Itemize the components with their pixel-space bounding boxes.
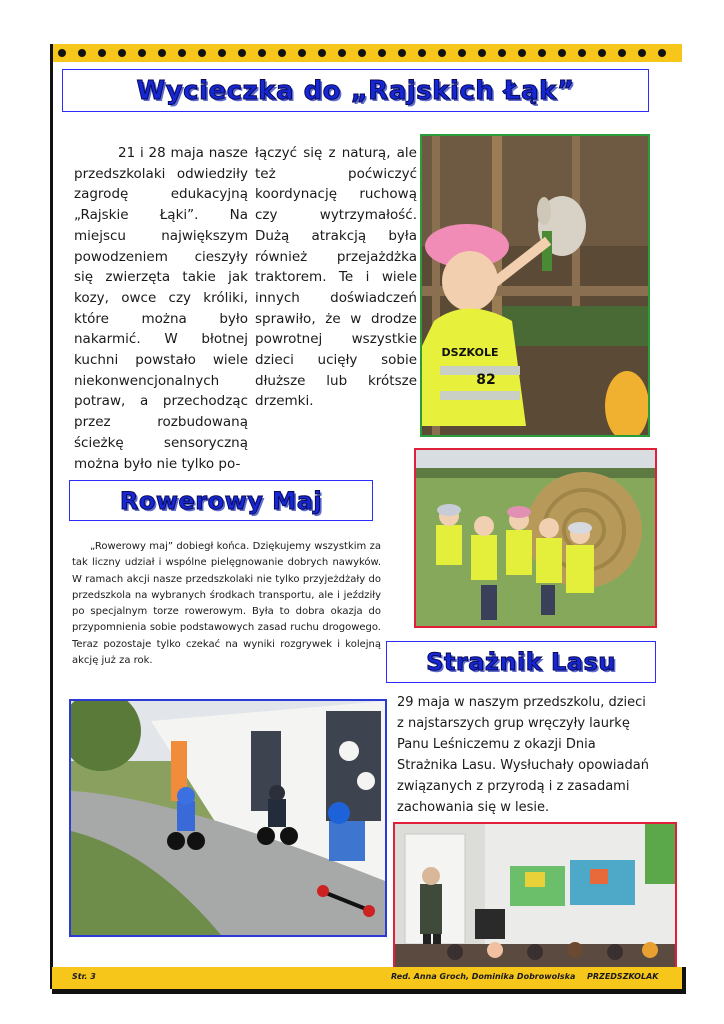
article-rajskie-text1: 21 i 28 maja nasze przedszkolaki odwiedziły zagrodę edukacyjną „Rajskie Łąki”. Na miejscu największym powodzeniem cieszyły się zwierzęta takie jak kozy, owce czy króliki, które można było nakarmić. W błotnej kuchni powstało wiele niekonwencjonalnych potraw, a przechodząc przez rozbudowaną ścieżkę sensoryczną można było nie tylko po- bbox=[74, 145, 248, 472]
band-dot bbox=[658, 49, 666, 57]
band-dot bbox=[358, 49, 366, 57]
bikes-image bbox=[71, 701, 385, 935]
title-box-rowerowy bbox=[69, 480, 373, 521]
band-dot bbox=[318, 49, 326, 57]
article-title-rajskie: Wycieczka do „Rajskich Łąk” bbox=[136, 75, 575, 106]
hay-bale-image bbox=[416, 450, 655, 626]
article-title-rowerowy: Rowerowy Maj bbox=[119, 486, 323, 515]
top-dotted-band bbox=[52, 44, 682, 62]
band-dot bbox=[478, 49, 486, 57]
band-dot bbox=[178, 49, 186, 57]
band-dot bbox=[538, 49, 546, 57]
band-dot bbox=[618, 49, 626, 57]
footer-page-number: Str. 3 bbox=[72, 972, 96, 981]
band-dot bbox=[398, 49, 406, 57]
footer-magazine: PRZEDSZKOLAK bbox=[587, 972, 659, 981]
photo-hay-bale bbox=[414, 448, 657, 628]
band-dot bbox=[78, 49, 86, 57]
band-dot bbox=[518, 49, 526, 57]
footer-editors: Red. Anna Groch, Dominika Dobrowolska bbox=[391, 972, 576, 981]
band-dot bbox=[138, 49, 146, 57]
photo-forester bbox=[393, 822, 677, 972]
left-margin-rule bbox=[50, 44, 53, 989]
article-rajskie-col2 bbox=[255, 143, 417, 412]
article-rowerowy-body bbox=[72, 539, 381, 669]
forester-image bbox=[395, 824, 675, 970]
band-dot bbox=[158, 49, 166, 57]
band-dot bbox=[498, 49, 506, 57]
band-dot bbox=[298, 49, 306, 57]
band-dot bbox=[578, 49, 586, 57]
footer-bar bbox=[52, 967, 686, 994]
band-dot bbox=[98, 49, 106, 57]
band-dot bbox=[638, 49, 646, 57]
goat-feeding-image bbox=[422, 136, 648, 435]
article-straznik-body bbox=[397, 692, 655, 818]
article-rajskie-col1 bbox=[74, 143, 248, 474]
band-dot bbox=[558, 49, 566, 57]
band-dot bbox=[218, 49, 226, 57]
photo-bikes bbox=[69, 699, 387, 937]
title-box-straznik bbox=[386, 641, 656, 683]
article-rajskie-text2: łączyć się z naturą, ale też poćwiczyć koordynację ruchową czy wytrzymałość. Dużą atrakcją była również przejażdżka traktorem. Te i wiele innych doświadczeń sprawiło, że w drodze powrotnej wszystkie dzieci ucięły sobie dłuższe lub krótsze drzemki. bbox=[255, 145, 417, 410]
band-dot bbox=[258, 49, 266, 57]
band-dot bbox=[118, 49, 126, 57]
article-rowerowy-text: „Rowerowy maj” dobiegł końca. Dziękujemy wszystkim za tak liczny udział i wspólne pielęgnowanie dobrych nawyków. W ramach akcji nasze przedszkolaki nie tylko przyjeżdżały do przedszkola na wybranych środkach transportu, ale i jeździły po specjalnym torze rowerowym. Była to dobra okazja do przypomnienia sobie podstawowych zasad ruchu drogowego. Teraz pozostaje tylko czekać na wyniki rozgrywek i kolejną akcję już za rok. bbox=[72, 541, 381, 667]
article-straznik-text: 29 maja w naszym przedszkolu, dzieci z najstarszych grup wręczyły laurkę Panu Leśniczemu z okazji Dnia Strażnika Lasu. Wysłuchały opowiadań związanych z przyrodą i z zasadami zachowania się w lesie. bbox=[397, 695, 649, 815]
band-dot bbox=[278, 49, 286, 57]
band-dot bbox=[418, 49, 426, 57]
band-dot bbox=[238, 49, 246, 57]
photo-goat-feeding bbox=[420, 134, 650, 437]
band-dot bbox=[438, 49, 446, 57]
band-dot bbox=[338, 49, 346, 57]
band-dot bbox=[598, 49, 606, 57]
band-dot bbox=[378, 49, 386, 57]
band-dot bbox=[458, 49, 466, 57]
svg-text:DSZKOLE: DSZKOLE bbox=[441, 346, 499, 359]
title-box-rajskie bbox=[62, 69, 649, 112]
svg-text:82: 82 bbox=[476, 372, 496, 388]
band-dot bbox=[58, 49, 66, 57]
band-dot bbox=[198, 49, 206, 57]
article-title-straznik: Strażnik Lasu bbox=[426, 648, 616, 676]
